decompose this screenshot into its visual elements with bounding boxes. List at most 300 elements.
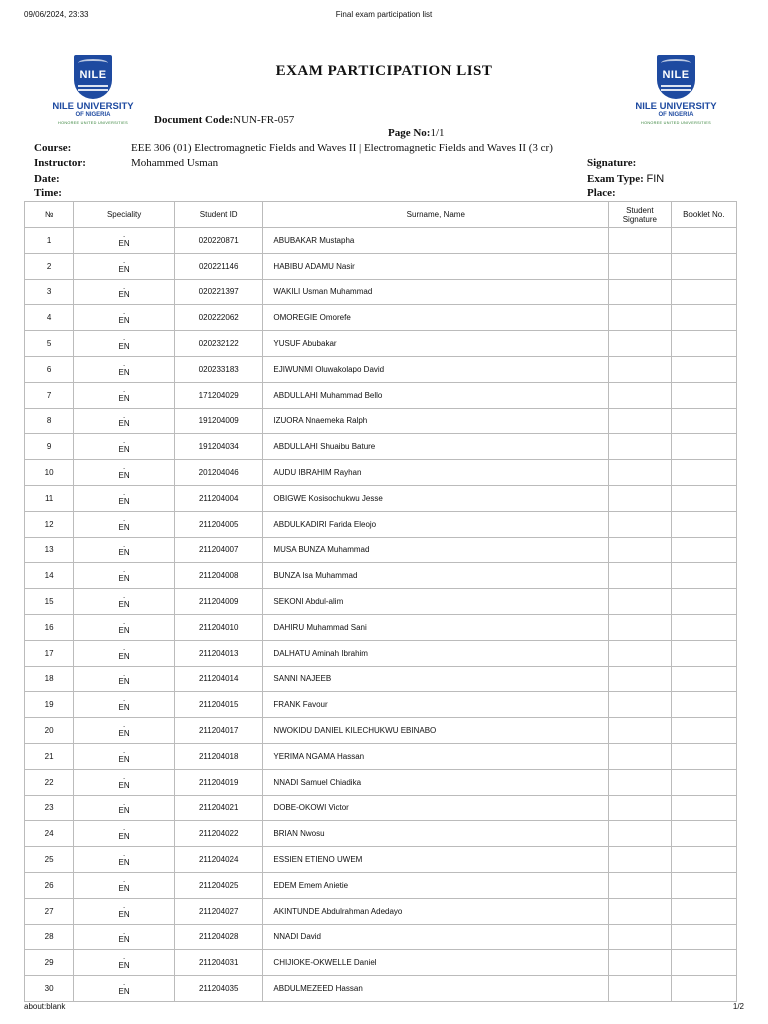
table-row bbox=[25, 382, 737, 408]
mark-dot-icon: · bbox=[122, 567, 126, 577]
row-signature-cell[interactable] bbox=[609, 305, 671, 331]
row-student-name: AKINTUNDE Abdulrahman Adedayo bbox=[263, 898, 609, 924]
table-row bbox=[25, 589, 737, 615]
print-datetime: 09/06/2024, 23:33 bbox=[24, 10, 89, 19]
mark-dot-icon: · bbox=[122, 593, 126, 603]
row-signature-cell[interactable] bbox=[609, 511, 671, 537]
row-booklet-cell[interactable] bbox=[671, 795, 736, 821]
table-body bbox=[25, 228, 737, 1002]
row-signature-cell[interactable] bbox=[609, 485, 671, 511]
row-number: 3 bbox=[25, 279, 74, 305]
exam-type bbox=[587, 173, 664, 185]
row-student-id: 211204017 bbox=[174, 718, 262, 744]
mark-dot-icon: · bbox=[122, 257, 126, 267]
row-booklet-cell[interactable] bbox=[671, 253, 736, 279]
row-speciality-cell bbox=[74, 305, 175, 331]
row-signature-cell[interactable] bbox=[609, 872, 671, 898]
row-student-name: SANNI NAJEEB bbox=[263, 666, 609, 692]
row-number: 14 bbox=[25, 563, 74, 589]
row-number: 12 bbox=[25, 511, 74, 537]
row-number: 6 bbox=[25, 356, 74, 382]
mark-dot-icon: · bbox=[122, 309, 126, 319]
row-student-name: EDEM Emem Anietie bbox=[263, 872, 609, 898]
row-speciality-cell bbox=[74, 614, 175, 640]
table-row bbox=[25, 485, 737, 511]
row-student-id: 191204009 bbox=[174, 408, 262, 434]
table-row bbox=[25, 821, 737, 847]
row-speciality-cell bbox=[74, 253, 175, 279]
row-number: 24 bbox=[25, 821, 74, 847]
row-speciality-cell bbox=[74, 485, 175, 511]
mark-dot-icon: · bbox=[122, 696, 126, 706]
mark-dot-icon: · bbox=[122, 644, 126, 654]
row-student-id: 211204009 bbox=[174, 589, 262, 615]
row-student-name: IZUORA Nnaemeka Ralph bbox=[263, 408, 609, 434]
row-student-id: 201204046 bbox=[174, 460, 262, 486]
row-signature-cell[interactable] bbox=[609, 976, 671, 1002]
row-speciality-cell bbox=[74, 872, 175, 898]
mark-dot-icon: · bbox=[122, 489, 126, 499]
mark-dot-icon: · bbox=[122, 360, 126, 370]
mark-dot-icon: · bbox=[122, 232, 126, 241]
row-booklet-cell[interactable] bbox=[671, 511, 736, 537]
row-speciality-cell bbox=[74, 924, 175, 950]
row-speciality: EN bbox=[118, 367, 130, 377]
table-row bbox=[25, 511, 737, 537]
table-header-row bbox=[25, 202, 737, 228]
row-student-name: YUSUF Abubakar bbox=[263, 331, 609, 357]
row-signature-cell[interactable] bbox=[609, 589, 671, 615]
row-booklet-cell[interactable] bbox=[671, 228, 736, 254]
row-booklet-cell[interactable] bbox=[671, 356, 736, 382]
row-number: 30 bbox=[25, 976, 74, 1002]
row-number: 2 bbox=[25, 253, 74, 279]
row-booklet-cell[interactable] bbox=[671, 485, 736, 511]
row-speciality-cell bbox=[74, 589, 175, 615]
logo-country: OF NIGERIA bbox=[75, 112, 111, 118]
row-student-name: YERIMA NGAMA Hassan bbox=[263, 743, 609, 769]
table-row bbox=[25, 872, 737, 898]
row-number: 13 bbox=[25, 537, 74, 563]
row-speciality-cell bbox=[74, 640, 175, 666]
mark-dot-icon: · bbox=[122, 928, 126, 938]
row-speciality-cell bbox=[74, 692, 175, 718]
row-booklet-cell[interactable] bbox=[671, 924, 736, 950]
row-student-id: 211204013 bbox=[174, 640, 262, 666]
page-number-value: 1/1 bbox=[430, 127, 445, 139]
header-student-id: Student ID bbox=[174, 202, 262, 228]
logo-word: NILE bbox=[79, 69, 107, 81]
row-student-name: HABIBU ADAMU Nasir bbox=[263, 253, 609, 279]
course-value: EEE 306 (01) Electromagnetic Fields and Waves II | Electromagnetic Fields and Waves II (3 cr) bbox=[131, 142, 553, 154]
row-speciality: EN bbox=[118, 883, 130, 893]
row-speciality: EN bbox=[118, 238, 130, 248]
row-number: 10 bbox=[25, 460, 74, 486]
date-label: Date: bbox=[34, 173, 60, 185]
header-number: № bbox=[25, 202, 74, 228]
row-student-id: 020232122 bbox=[174, 331, 262, 357]
row-booklet-cell[interactable] bbox=[671, 743, 736, 769]
row-booklet-cell[interactable] bbox=[671, 872, 736, 898]
row-student-id: 211204004 bbox=[174, 485, 262, 511]
row-signature-cell[interactable] bbox=[609, 563, 671, 589]
mark-dot-icon: · bbox=[122, 335, 126, 345]
row-speciality: EN bbox=[118, 471, 130, 481]
row-speciality: EN bbox=[118, 419, 130, 429]
row-speciality-cell bbox=[74, 563, 175, 589]
table-row bbox=[25, 460, 737, 486]
row-signature-cell[interactable] bbox=[609, 795, 671, 821]
row-signature-cell[interactable] bbox=[609, 253, 671, 279]
row-speciality-cell bbox=[74, 769, 175, 795]
row-student-name: OMOREGIE Omorefe bbox=[263, 305, 609, 331]
row-student-name: WAKILI Usman Muhammad bbox=[263, 279, 609, 305]
row-booklet-cell[interactable] bbox=[671, 279, 736, 305]
mark-dot-icon: · bbox=[122, 412, 126, 422]
document-code bbox=[154, 114, 294, 126]
logo-university-name: NILE UNIVERSITY bbox=[52, 101, 134, 112]
row-student-id: 211204010 bbox=[174, 614, 262, 640]
table-row bbox=[25, 434, 737, 460]
table-row bbox=[25, 795, 737, 821]
table-row bbox=[25, 563, 737, 589]
row-signature-cell[interactable] bbox=[609, 331, 671, 357]
row-student-id: 020220871 bbox=[174, 228, 262, 254]
row-student-name: FRANK Favour bbox=[263, 692, 609, 718]
participation-table bbox=[24, 201, 737, 1002]
row-student-id: 211204007 bbox=[174, 537, 262, 563]
row-student-id: 191204034 bbox=[174, 434, 262, 460]
row-booklet-cell[interactable] bbox=[671, 589, 736, 615]
row-student-name: ABDULMEZEED Hassan bbox=[263, 976, 609, 1002]
table-row bbox=[25, 537, 737, 563]
row-student-name: ABUBAKAR Mustapha bbox=[263, 228, 609, 254]
row-student-id: 211204027 bbox=[174, 898, 262, 924]
row-signature-cell[interactable] bbox=[609, 356, 671, 382]
row-student-id: 211204005 bbox=[174, 511, 262, 537]
row-number: 11 bbox=[25, 485, 74, 511]
table-row bbox=[25, 666, 737, 692]
print-url: about:blank bbox=[24, 1002, 66, 1011]
row-student-name: DAHIRU Muhammad Sani bbox=[263, 614, 609, 640]
row-student-name: ESSIEN ETIENO UWEM bbox=[263, 847, 609, 873]
exam-type-value: FIN bbox=[646, 173, 665, 185]
row-signature-cell[interactable] bbox=[609, 228, 671, 254]
mark-dot-icon: · bbox=[122, 799, 126, 809]
row-speciality: EN bbox=[118, 729, 130, 739]
mark-dot-icon: · bbox=[122, 283, 126, 293]
row-signature-cell[interactable] bbox=[609, 666, 671, 692]
row-booklet-cell[interactable] bbox=[671, 331, 736, 357]
row-student-name: MUSA BUNZA Muhammad bbox=[263, 537, 609, 563]
table-row bbox=[25, 718, 737, 744]
table-row bbox=[25, 640, 737, 666]
logo-tagline: HONOREE UNITED UNIVERSITIES bbox=[58, 121, 128, 125]
row-signature-cell[interactable] bbox=[609, 382, 671, 408]
print-header bbox=[24, 10, 744, 24]
course-label: Course: bbox=[34, 142, 72, 154]
row-booklet-cell[interactable] bbox=[671, 718, 736, 744]
row-student-id: 211204008 bbox=[174, 563, 262, 589]
row-student-id: 211204028 bbox=[174, 924, 262, 950]
row-speciality: EN bbox=[118, 858, 130, 868]
row-booklet-cell[interactable] bbox=[671, 563, 736, 589]
row-number: 5 bbox=[25, 331, 74, 357]
row-speciality: EN bbox=[118, 961, 130, 971]
mark-dot-icon: · bbox=[122, 618, 126, 628]
row-number: 8 bbox=[25, 408, 74, 434]
row-booklet-cell[interactable] bbox=[671, 692, 736, 718]
row-student-name: EJIWUNMI Oluwakolapo David bbox=[263, 356, 609, 382]
row-student-name: NNADI Samuel Chiadika bbox=[263, 769, 609, 795]
row-student-name: NWOKIDU DANIEL KILECHUKWU EBINABO bbox=[263, 718, 609, 744]
row-student-id: 020221397 bbox=[174, 279, 262, 305]
mark-dot-icon: · bbox=[122, 825, 126, 835]
row-speciality: EN bbox=[118, 342, 130, 352]
row-number: 26 bbox=[25, 872, 74, 898]
row-speciality-cell bbox=[74, 537, 175, 563]
print-footer bbox=[24, 1002, 744, 1014]
logo-word: NILE bbox=[662, 69, 690, 81]
row-signature-cell[interactable] bbox=[609, 718, 671, 744]
page-title: EXAM PARTICIPATION LIST bbox=[275, 63, 493, 79]
row-student-name: DOBE-OKOWI Victor bbox=[263, 795, 609, 821]
row-booklet-cell[interactable] bbox=[671, 976, 736, 1002]
row-booklet-cell[interactable] bbox=[671, 666, 736, 692]
row-speciality: EN bbox=[118, 651, 130, 661]
row-speciality-cell bbox=[74, 666, 175, 692]
row-speciality: EN bbox=[118, 909, 130, 919]
instructor-label: Instructor: bbox=[34, 157, 86, 169]
table-row bbox=[25, 769, 737, 795]
table-row bbox=[25, 692, 737, 718]
row-number: 15 bbox=[25, 589, 74, 615]
row-student-id: 211204024 bbox=[174, 847, 262, 873]
mark-dot-icon: · bbox=[122, 464, 126, 474]
header-booklet: Booklet No. bbox=[671, 202, 736, 228]
mark-dot-icon: · bbox=[122, 954, 126, 964]
row-booklet-cell[interactable] bbox=[671, 305, 736, 331]
table-row bbox=[25, 408, 737, 434]
table-row bbox=[25, 331, 737, 357]
document-code-value: NUN-FR-057 bbox=[233, 114, 295, 126]
row-booklet-cell[interactable] bbox=[671, 614, 736, 640]
row-number: 16 bbox=[25, 614, 74, 640]
row-number: 4 bbox=[25, 305, 74, 331]
row-speciality: EN bbox=[118, 574, 130, 584]
header-signature: Student Signature bbox=[609, 202, 671, 228]
row-signature-cell[interactable] bbox=[609, 743, 671, 769]
row-signature-cell[interactable] bbox=[609, 434, 671, 460]
row-speciality-cell bbox=[74, 382, 175, 408]
row-speciality: EN bbox=[118, 264, 130, 274]
mark-dot-icon: · bbox=[122, 515, 126, 525]
row-number: 1 bbox=[25, 228, 74, 254]
mark-dot-icon: · bbox=[122, 722, 126, 732]
row-speciality: EN bbox=[118, 677, 130, 687]
row-student-id: 211204018 bbox=[174, 743, 262, 769]
row-speciality-cell bbox=[74, 795, 175, 821]
row-student-name: BRIAN Nwosu bbox=[263, 821, 609, 847]
row-student-id: 020233183 bbox=[174, 356, 262, 382]
row-signature-cell[interactable] bbox=[609, 408, 671, 434]
row-booklet-cell[interactable] bbox=[671, 950, 736, 976]
table-row bbox=[25, 228, 737, 254]
mark-dot-icon: · bbox=[122, 670, 126, 680]
header-speciality: Speciality bbox=[74, 202, 175, 228]
print-page-count: 1/2 bbox=[732, 1002, 744, 1011]
row-speciality-cell bbox=[74, 718, 175, 744]
row-number: 23 bbox=[25, 795, 74, 821]
row-number: 20 bbox=[25, 718, 74, 744]
mark-dot-icon: · bbox=[122, 980, 126, 990]
row-booklet-cell[interactable] bbox=[671, 821, 736, 847]
logo-university-name: NILE UNIVERSITY bbox=[635, 101, 717, 112]
row-student-id: 211204021 bbox=[174, 795, 262, 821]
row-signature-cell[interactable] bbox=[609, 950, 671, 976]
row-speciality-cell bbox=[74, 331, 175, 357]
row-student-name: ABDULLAHI Shuaibu Bature bbox=[263, 434, 609, 460]
row-booklet-cell[interactable] bbox=[671, 460, 736, 486]
table-row bbox=[25, 950, 737, 976]
row-signature-cell[interactable] bbox=[609, 769, 671, 795]
row-booklet-cell[interactable] bbox=[671, 769, 736, 795]
row-speciality: EN bbox=[118, 987, 130, 996]
row-booklet-cell[interactable] bbox=[671, 847, 736, 873]
mark-dot-icon: · bbox=[122, 747, 126, 757]
row-number: 22 bbox=[25, 769, 74, 795]
row-speciality: EN bbox=[118, 316, 130, 326]
mark-dot-icon: · bbox=[122, 541, 126, 551]
row-signature-cell[interactable] bbox=[609, 640, 671, 666]
row-speciality: EN bbox=[118, 600, 130, 610]
row-booklet-cell[interactable] bbox=[671, 408, 736, 434]
row-student-name: CHIJIOKE-OKWELLE Daniel bbox=[263, 950, 609, 976]
table-row bbox=[25, 356, 737, 382]
row-number: 21 bbox=[25, 743, 74, 769]
row-student-id: 211204019 bbox=[174, 769, 262, 795]
row-student-id: 211204015 bbox=[174, 692, 262, 718]
row-speciality: EN bbox=[118, 806, 130, 816]
table-row bbox=[25, 924, 737, 950]
row-signature-cell[interactable] bbox=[609, 898, 671, 924]
row-speciality-cell bbox=[74, 898, 175, 924]
row-booklet-cell[interactable] bbox=[671, 382, 736, 408]
row-signature-cell[interactable] bbox=[609, 614, 671, 640]
row-speciality-cell bbox=[74, 356, 175, 382]
row-speciality: EN bbox=[118, 780, 130, 790]
row-number: 19 bbox=[25, 692, 74, 718]
row-number: 7 bbox=[25, 382, 74, 408]
table-row bbox=[25, 279, 737, 305]
row-number: 17 bbox=[25, 640, 74, 666]
row-number: 28 bbox=[25, 924, 74, 950]
page-number-label: Page No: bbox=[388, 127, 431, 139]
row-signature-cell[interactable] bbox=[609, 924, 671, 950]
row-student-id: 171204029 bbox=[174, 382, 262, 408]
page-number bbox=[388, 127, 445, 139]
document-code-label: Document Code: bbox=[154, 114, 234, 126]
row-booklet-cell[interactable] bbox=[671, 434, 736, 460]
row-speciality: EN bbox=[118, 625, 130, 635]
table-row bbox=[25, 253, 737, 279]
table-row bbox=[25, 976, 737, 1002]
row-student-name: BUNZA Isa Muhammad bbox=[263, 563, 609, 589]
row-student-name: OBIGWE Kosisochukwu Jesse bbox=[263, 485, 609, 511]
mark-dot-icon: · bbox=[122, 902, 126, 912]
header-name: Surname, Name bbox=[263, 202, 609, 228]
row-speciality: EN bbox=[118, 703, 130, 713]
row-student-id: 211204031 bbox=[174, 950, 262, 976]
row-speciality: EN bbox=[118, 290, 130, 300]
row-student-name: DALHATU Aminah Ibrahim bbox=[263, 640, 609, 666]
row-speciality: EN bbox=[118, 548, 130, 558]
row-speciality: EN bbox=[118, 522, 130, 532]
row-speciality-cell bbox=[74, 434, 175, 460]
row-speciality-cell bbox=[74, 228, 175, 254]
row-booklet-cell[interactable] bbox=[671, 640, 736, 666]
row-student-id: 211204035 bbox=[174, 976, 262, 1002]
print-title: Final exam participation list bbox=[335, 10, 433, 19]
mark-dot-icon: · bbox=[122, 851, 126, 861]
table-row bbox=[25, 743, 737, 769]
row-number: 29 bbox=[25, 950, 74, 976]
row-signature-cell[interactable] bbox=[609, 692, 671, 718]
row-signature-cell[interactable] bbox=[609, 460, 671, 486]
table-row bbox=[25, 898, 737, 924]
row-speciality-cell bbox=[74, 821, 175, 847]
signature-label: Signature: bbox=[587, 157, 637, 169]
row-student-name: ABDULKADIRI Farida Eleojo bbox=[263, 511, 609, 537]
row-student-id: 211204025 bbox=[174, 872, 262, 898]
row-speciality-cell bbox=[74, 847, 175, 873]
row-speciality-cell bbox=[74, 976, 175, 1002]
row-student-id: 211204022 bbox=[174, 821, 262, 847]
row-student-id: 020221146 bbox=[174, 253, 262, 279]
row-speciality: EN bbox=[118, 496, 130, 506]
row-number: 25 bbox=[25, 847, 74, 873]
row-signature-cell[interactable] bbox=[609, 537, 671, 563]
row-speciality: EN bbox=[118, 445, 130, 455]
row-signature-cell[interactable] bbox=[609, 847, 671, 873]
mark-dot-icon: · bbox=[122, 773, 126, 783]
mark-dot-icon: · bbox=[122, 438, 126, 448]
row-speciality-cell bbox=[74, 950, 175, 976]
mark-dot-icon: · bbox=[122, 876, 126, 886]
row-signature-cell[interactable] bbox=[609, 821, 671, 847]
logo-country: OF NIGERIA bbox=[658, 112, 694, 118]
row-student-name: SEKONI Abdul-alim bbox=[263, 589, 609, 615]
row-speciality-cell bbox=[74, 511, 175, 537]
row-speciality-cell bbox=[74, 408, 175, 434]
exam-type-label: Exam Type: bbox=[587, 173, 644, 185]
row-student-name: ABDULLAHI Muhammad Bello bbox=[263, 382, 609, 408]
table-row bbox=[25, 305, 737, 331]
row-speciality: EN bbox=[118, 754, 130, 764]
row-number: 27 bbox=[25, 898, 74, 924]
time-label: Time: bbox=[34, 187, 62, 199]
row-booklet-cell[interactable] bbox=[671, 537, 736, 563]
row-signature-cell[interactable] bbox=[609, 279, 671, 305]
place-label: Place: bbox=[587, 187, 616, 199]
row-speciality-cell bbox=[74, 743, 175, 769]
row-number: 9 bbox=[25, 434, 74, 460]
row-number: 18 bbox=[25, 666, 74, 692]
row-student-name: AUDU IBRAHIM Rayhan bbox=[263, 460, 609, 486]
row-speciality: EN bbox=[118, 393, 130, 403]
row-booklet-cell[interactable] bbox=[671, 898, 736, 924]
row-student-id: 020222062 bbox=[174, 305, 262, 331]
